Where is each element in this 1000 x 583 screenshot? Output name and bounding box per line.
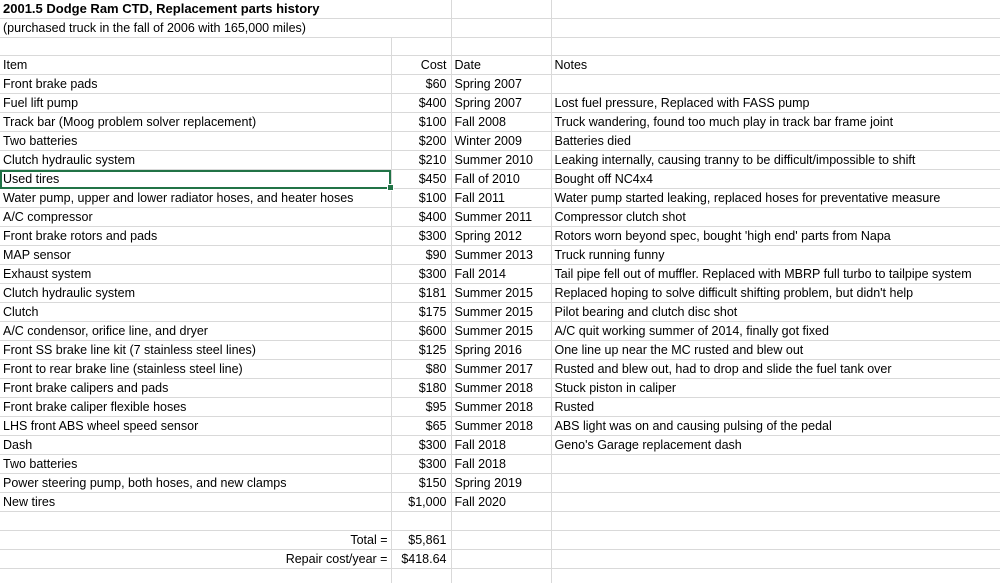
- item-cell[interactable]: Two batteries: [0, 455, 391, 474]
- cost-cell[interactable]: $300: [391, 436, 451, 455]
- empty-cell[interactable]: [391, 568, 451, 583]
- item-cell[interactable]: Clutch hydraulic system: [0, 151, 391, 170]
- empty-cell[interactable]: [551, 19, 1000, 38]
- item-cell[interactable]: New tires: [0, 493, 391, 512]
- table-row: [0, 493, 1000, 512]
- item-cell[interactable]: Two batteries: [0, 132, 391, 151]
- table-row: [0, 151, 1000, 170]
- cost-cell[interactable]: $175: [391, 303, 451, 322]
- item-cell[interactable]: A/C condensor, orifice line, and dryer: [0, 322, 391, 341]
- cost-cell[interactable]: $300: [391, 227, 451, 246]
- item-cell[interactable]: Fuel lift pump: [0, 94, 391, 113]
- date-cell[interactable]: Spring 2019: [451, 474, 551, 493]
- cost-cell[interactable]: $180: [391, 379, 451, 398]
- date-cell[interactable]: Fall 2011: [451, 189, 551, 208]
- item-cell[interactable]: Front brake rotors and pads: [0, 227, 391, 246]
- empty-cell[interactable]: [451, 549, 551, 568]
- table-row: [0, 227, 1000, 246]
- notes-cell[interactable]: Leaking internally, causing tranny to be difficult/impossible to shift: [551, 151, 1000, 170]
- date-cell[interactable]: Summer 2010: [451, 151, 551, 170]
- item-cell[interactable]: Power steering pump, both hoses, and new clamps: [0, 474, 391, 493]
- blank-row: [0, 512, 1000, 530]
- cost-cell[interactable]: $100: [391, 113, 451, 132]
- date-cell[interactable]: Summer 2015: [451, 284, 551, 303]
- notes-cell[interactable]: Geno's Garage replacement dash: [551, 436, 1000, 455]
- notes-cell[interactable]: One line up near the MC rusted and blew out: [551, 341, 1000, 360]
- item-cell[interactable]: Front brake caliper flexible hoses: [0, 398, 391, 417]
- notes-cell[interactable]: Replaced hoping to solve difficult shifting problem, but didn't help: [551, 284, 1000, 303]
- notes-cell[interactable]: [551, 474, 1000, 493]
- empty-cell[interactable]: [551, 530, 1000, 549]
- item-cell[interactable]: Track bar (Moog problem solver replacement): [0, 113, 391, 132]
- notes-cell[interactable]: Lost fuel pressure, Replaced with FASS pump: [551, 94, 1000, 113]
- total-value-cell[interactable]: $5,861: [391, 530, 451, 549]
- notes-cell[interactable]: Batteries died: [551, 132, 1000, 151]
- empty-cell[interactable]: [551, 549, 1000, 568]
- item-cell[interactable]: Water pump, upper and lower radiator hoses, and heater hoses: [0, 189, 391, 208]
- empty-cell[interactable]: [551, 38, 1000, 56]
- cost-cell[interactable]: $100: [391, 189, 451, 208]
- date-cell[interactable]: Fall 2018: [451, 455, 551, 474]
- cost-cell[interactable]: $181: [391, 284, 451, 303]
- empty-cell[interactable]: [0, 568, 391, 583]
- subtitle-row: [0, 19, 1000, 38]
- empty-cell[interactable]: [551, 512, 1000, 530]
- table-row: [0, 94, 1000, 113]
- per-year-value-cell[interactable]: $418.64: [391, 549, 451, 568]
- table-row: [0, 341, 1000, 360]
- table-row: [0, 436, 1000, 455]
- notes-cell[interactable]: Tail pipe fell out of muffler. Replaced with MBRP full turbo to tailpipe system: [551, 265, 1000, 284]
- blank-row: [0, 568, 1000, 583]
- table-row: [0, 208, 1000, 227]
- item-cell[interactable]: Used tires: [0, 170, 391, 189]
- cost-cell[interactable]: $400: [391, 94, 451, 113]
- date-cell[interactable]: Spring 2007: [451, 75, 551, 94]
- table-row: [0, 379, 1000, 398]
- header-row: [0, 56, 1000, 75]
- cost-cell[interactable]: $60: [391, 75, 451, 94]
- empty-cell[interactable]: [451, 38, 551, 56]
- blank-row: [0, 38, 1000, 56]
- cost-cell[interactable]: $150: [391, 474, 451, 493]
- sheet-subtitle-cell[interactable]: (purchased truck in the fall of 2006 with 165,000 miles): [0, 19, 391, 38]
- date-cell[interactable]: Summer 2018: [451, 398, 551, 417]
- date-cell[interactable]: Winter 2009: [451, 132, 551, 151]
- empty-cell[interactable]: [391, 38, 451, 56]
- table-row: [0, 170, 1000, 189]
- date-cell[interactable]: Spring 2007: [451, 94, 551, 113]
- summary-row: [0, 549, 1000, 568]
- date-cell[interactable]: Summer 2013: [451, 246, 551, 265]
- empty-cell[interactable]: [451, 0, 551, 19]
- cost-cell[interactable]: $600: [391, 322, 451, 341]
- cost-cell[interactable]: $95: [391, 398, 451, 417]
- date-cell[interactable]: Spring 2016: [451, 341, 551, 360]
- item-cell[interactable]: Front brake pads: [0, 75, 391, 94]
- table-row: [0, 189, 1000, 208]
- table-row: [0, 132, 1000, 151]
- table-row: [0, 113, 1000, 132]
- cost-cell[interactable]: $210: [391, 151, 451, 170]
- item-cell[interactable]: MAP sensor: [0, 246, 391, 265]
- table-row: [0, 246, 1000, 265]
- date-cell[interactable]: Summer 2017: [451, 360, 551, 379]
- table-row: [0, 417, 1000, 436]
- title-row: [0, 0, 1000, 19]
- notes-cell[interactable]: [551, 455, 1000, 474]
- notes-cell[interactable]: A/C quit working summer of 2014, finally got fixed: [551, 322, 1000, 341]
- notes-cell[interactable]: Compressor clutch shot: [551, 208, 1000, 227]
- table-row: [0, 284, 1000, 303]
- empty-cell[interactable]: [551, 568, 1000, 583]
- empty-cell[interactable]: [551, 0, 1000, 19]
- notes-cell[interactable]: Water pump started leaking, replaced hoses for preventative measure: [551, 189, 1000, 208]
- date-cell[interactable]: Fall 2008: [451, 113, 551, 132]
- total-label-cell[interactable]: Total =: [0, 530, 391, 549]
- per-year-label-cell[interactable]: Repair cost/year =: [0, 549, 391, 568]
- empty-cell[interactable]: [451, 19, 551, 38]
- cost-cell[interactable]: $200: [391, 132, 451, 151]
- notes-cell[interactable]: Rusted and blew out, had to drop and slide the fuel tank over: [551, 360, 1000, 379]
- notes-cell[interactable]: Rusted: [551, 398, 1000, 417]
- cost-cell[interactable]: $300: [391, 455, 451, 474]
- item-cell[interactable]: Clutch hydraulic system: [0, 284, 391, 303]
- empty-cell[interactable]: [451, 568, 551, 583]
- notes-cell[interactable]: Truck wandering, found too much play in track bar frame joint: [551, 113, 1000, 132]
- item-cell[interactable]: Front SS brake line kit (7 stainless steel lines): [0, 341, 391, 360]
- notes-cell[interactable]: [551, 493, 1000, 512]
- date-cell[interactable]: Fall 2020: [451, 493, 551, 512]
- empty-cell[interactable]: [0, 512, 391, 530]
- table-row: [0, 322, 1000, 341]
- header-cost-cell[interactable]: Cost: [391, 56, 451, 75]
- date-cell[interactable]: Fall 2014: [451, 265, 551, 284]
- date-cell[interactable]: Summer 2015: [451, 322, 551, 341]
- date-cell[interactable]: Fall 2018: [451, 436, 551, 455]
- notes-cell[interactable]: ABS light was on and causing pulsing of the pedal: [551, 417, 1000, 436]
- date-cell[interactable]: Summer 2018: [451, 379, 551, 398]
- date-cell[interactable]: Summer 2015: [451, 303, 551, 322]
- table-row: [0, 398, 1000, 417]
- header-notes-cell[interactable]: Notes: [551, 56, 1000, 75]
- table-row: [0, 455, 1000, 474]
- date-cell[interactable]: Summer 2018: [451, 417, 551, 436]
- table-row: [0, 303, 1000, 322]
- notes-cell[interactable]: Pilot bearing and clutch disc shot: [551, 303, 1000, 322]
- empty-cell[interactable]: [391, 19, 451, 38]
- table-row: [0, 75, 1000, 94]
- table-row: [0, 474, 1000, 493]
- empty-cell[interactable]: [0, 38, 391, 56]
- empty-cell[interactable]: [451, 530, 551, 549]
- table-row: [0, 360, 1000, 379]
- cost-cell[interactable]: $80: [391, 360, 451, 379]
- item-cell[interactable]: Front to rear brake line (stainless steel line): [0, 360, 391, 379]
- cost-cell[interactable]: $450: [391, 170, 451, 189]
- cost-cell[interactable]: $300: [391, 265, 451, 284]
- header-item-cell[interactable]: Item: [0, 56, 391, 75]
- header-date-cell[interactable]: Date: [451, 56, 551, 75]
- sheet-title-cell[interactable]: 2001.5 Dodge Ram CTD, Replacement parts history: [0, 0, 391, 19]
- notes-cell[interactable]: Rotors worn beyond spec, bought 'high end' parts from Napa: [551, 227, 1000, 246]
- notes-cell[interactable]: Stuck piston in caliper: [551, 379, 1000, 398]
- empty-cell[interactable]: [451, 512, 551, 530]
- item-cell[interactable]: Front brake calipers and pads: [0, 379, 391, 398]
- notes-cell[interactable]: Bought off NC4x4: [551, 170, 1000, 189]
- cost-cell[interactable]: $65: [391, 417, 451, 436]
- item-cell[interactable]: LHS front ABS wheel speed sensor: [0, 417, 391, 436]
- cost-cell[interactable]: $125: [391, 341, 451, 360]
- date-cell[interactable]: Fall of 2010: [451, 170, 551, 189]
- notes-cell[interactable]: [551, 75, 1000, 94]
- date-cell[interactable]: Summer 2011: [451, 208, 551, 227]
- notes-cell[interactable]: Truck running funny: [551, 246, 1000, 265]
- date-cell[interactable]: Spring 2012: [451, 227, 551, 246]
- table-row: [0, 265, 1000, 284]
- item-cell[interactable]: Exhaust system: [0, 265, 391, 284]
- empty-cell[interactable]: [391, 512, 451, 530]
- item-cell[interactable]: A/C compressor: [0, 208, 391, 227]
- item-cell[interactable]: Clutch: [0, 303, 391, 322]
- summary-row: [0, 530, 1000, 549]
- empty-cell[interactable]: [391, 0, 451, 19]
- cost-cell[interactable]: $1,000: [391, 493, 451, 512]
- cost-cell[interactable]: $90: [391, 246, 451, 265]
- item-cell[interactable]: Dash: [0, 436, 391, 455]
- cost-cell[interactable]: $400: [391, 208, 451, 227]
